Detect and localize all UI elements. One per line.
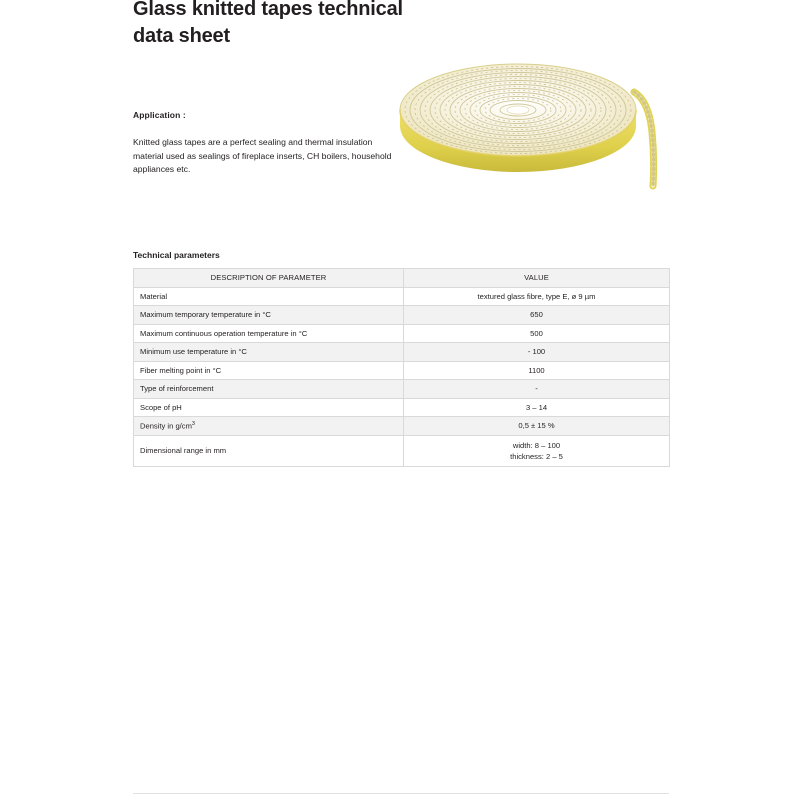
param-name: Material	[134, 287, 404, 306]
param-name: Scope of pH	[134, 398, 404, 417]
table-row	[134, 417, 670, 436]
param-value: -	[404, 380, 670, 399]
application-heading: Application :	[133, 110, 186, 120]
param-value: - 100	[404, 343, 670, 362]
param-value: 500	[404, 324, 670, 343]
technical-parameters-table	[133, 268, 670, 467]
param-name: Maximum continuous operation temperature in °C	[134, 324, 404, 343]
density-exponent: 3	[191, 420, 196, 427]
application-text: Knitted glass tapes are a perfect sealing and thermal insulation material used as sealings of fireplace inserts, CH boilers, household appliances etc.	[133, 137, 392, 174]
param-value	[404, 435, 670, 466]
tape-roll-illustration	[388, 28, 688, 198]
table-row	[134, 306, 670, 325]
table-row	[134, 287, 670, 306]
param-name: Dimensional range in mm	[134, 435, 404, 466]
param-value: textured glass fibre, type E, ø 9 µm	[404, 287, 670, 306]
param-value: 0,5 ± 15 %	[404, 417, 670, 436]
table-row	[134, 361, 670, 380]
page-title: Glass knitted tapes technical data sheet	[133, 0, 403, 47]
param-value: 1100	[404, 361, 670, 380]
column-header-value: VALUE	[404, 269, 670, 288]
table-row	[134, 398, 670, 417]
param-name: Fiber melting point in °C	[134, 361, 404, 380]
param-value: 650	[404, 306, 670, 325]
footer-divider	[133, 793, 669, 794]
dimension-thickness: thickness: 2 – 5	[510, 451, 563, 461]
table-row	[134, 435, 670, 466]
table-row	[134, 324, 670, 343]
param-name: Type of reinforcement	[134, 380, 404, 399]
dimension-width: width: 8 – 100	[512, 440, 561, 450]
table-row	[134, 380, 670, 399]
product-image	[388, 28, 688, 198]
param-name-density: Density in $g/cm^3$	[134, 417, 404, 436]
param-name: Maximum temporary temperature in °C	[134, 306, 404, 325]
table-row	[134, 343, 670, 362]
param-value: 3 – 14	[404, 398, 670, 417]
table-header-row	[134, 269, 670, 288]
technical-parameters-heading: Technical parameters	[133, 250, 220, 260]
column-header-description: DESCRIPTION OF PARAMETER	[134, 269, 404, 288]
param-name: Minimum use temperature in °C	[134, 343, 404, 362]
